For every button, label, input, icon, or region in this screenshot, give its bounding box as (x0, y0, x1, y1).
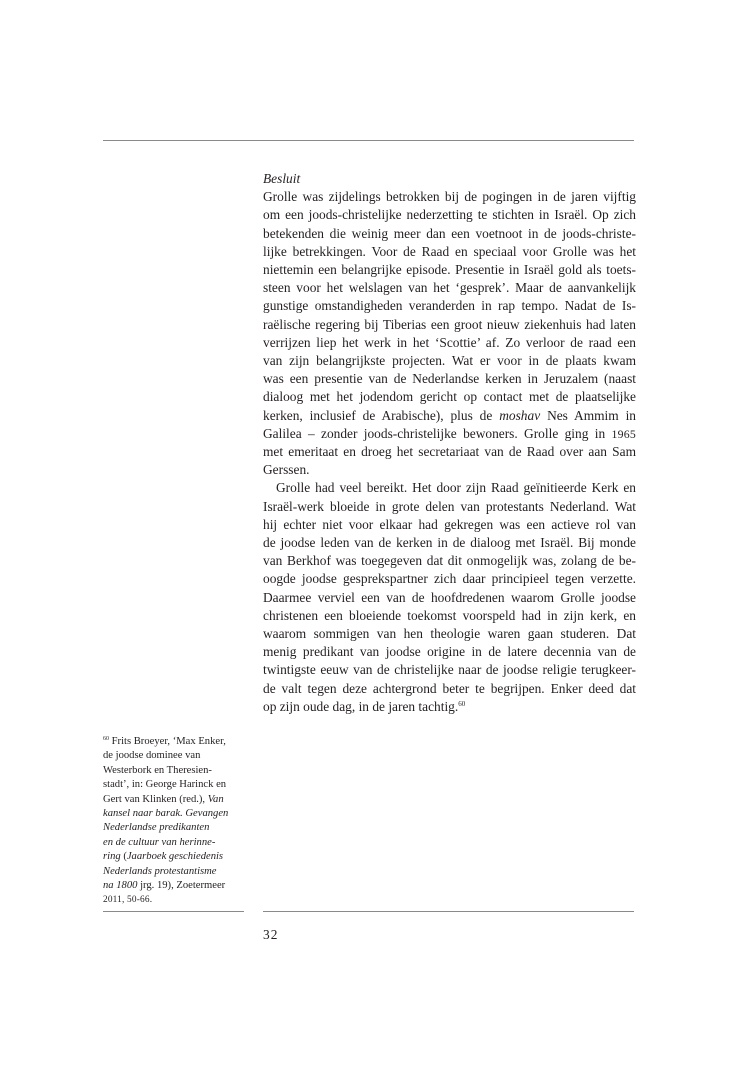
footnote-rule (103, 911, 244, 912)
text-line: niettemin een belangrijke episode. Presentie in Israël gold als toets- (263, 262, 636, 278)
text-line: waarom sommigen van hen theologie waren gaan studeren. Dat (263, 626, 636, 642)
top-rule (103, 140, 634, 141)
footnote-line (103, 735, 247, 749)
text-line: met emeritaat en droeg het secretariaat van de Raad over aan Sam (263, 444, 636, 460)
text-line: dialoog met het jodendom gericht op contact met de plaatselijke (263, 389, 636, 405)
text-line (263, 698, 636, 716)
text-line: de joodse leden van de kerken in de dialoog met Israël. Bij monde (263, 535, 636, 551)
text-segment: ( (123, 851, 127, 863)
text-line: van Berkhof was toegegeven dat dit onmogelijk was, zolang de be- (263, 553, 636, 569)
text-segment: Nes Ammim in (547, 407, 636, 423)
italic-title: ring (103, 851, 121, 863)
text-line: Grolle was zijdelings betrokken bij de pogingen in de jaren vijftig (263, 189, 636, 205)
footnote-line: Nederlands protestantisme (103, 865, 217, 877)
text-line: van zijn belangrijkste projecten. Wat er voor in de plaats kwam (263, 353, 636, 369)
year: 1965 (611, 426, 636, 441)
text-line: lijke betrekkingen. Voor de Raad en speciaal voor Grolle was het (263, 243, 636, 259)
footnote-line: kansel naar barak. Gevangen (103, 808, 229, 820)
section-heading: Besluit (263, 171, 301, 186)
text-line: twintigste eeuw van de christelijke naar de joodse religie terugkeer- (263, 662, 636, 678)
footnote-line (103, 850, 247, 864)
text-line: was een presentie van de Nederlandse kerken in Jeruzalem (naast (263, 371, 636, 387)
footnote-reference[interactable]: 60 (458, 699, 466, 708)
text-line: Gerssen. (263, 462, 310, 478)
text-line: christenen een bloeiende toekomst voorspeld had in zijn kerk, en (263, 607, 636, 623)
text-segment: jrg. 19), Zoetermeer (140, 880, 226, 892)
text-line: raëlische regering bij Tiberias een groot nieuw ziekenhuis had laten (263, 316, 636, 332)
footnote-line: Westerbork en Theresien- (103, 764, 212, 776)
text-line: hij echter niet voor elkaar had gekregen was een actieve rol van (263, 516, 636, 532)
text-segment: kerken, inclusief de Arabische), plus de (263, 407, 493, 423)
footnote-line: stadt’, in: George Harinck en (103, 779, 227, 791)
text-segment: Gert van Klinken (red.), (103, 793, 206, 805)
footnote-line: Nederlandse predikanten (103, 822, 210, 834)
footnote-line: 2011, 50-66. (103, 895, 153, 906)
text-line: steen voor het welslagen van het ‘gesprek’. Maar de aanvankelijk (263, 280, 636, 296)
italic-title: Van (207, 793, 224, 805)
text-line: Grolle had veel bereikt. Het door zijn Raad geïnitieerde Kerk en (276, 480, 636, 496)
text-line: Daarmee verviel een van de hoofdredenen waarom Grolle joodse (263, 589, 636, 605)
footnote-line: en de cultuur van herinne- (103, 836, 216, 848)
text-line: oogde joodse gesprekspartner zich daar principieel tegen verzette. (263, 571, 636, 587)
bottom-rule (263, 911, 634, 912)
text-line: gunstige omstandigheden veranderden in rap tempo. Nadat de Is- (263, 298, 636, 314)
footnote (103, 735, 247, 908)
text-line: verrijzen liep het werk in het ‘Scottie’ af. Zo verloor de raad een (263, 334, 636, 350)
text-line (263, 425, 636, 443)
text-line (263, 407, 636, 425)
italic-term: moshav (499, 407, 541, 423)
italic-title: Jaarboek geschiedenis (126, 851, 224, 863)
footnote-line (103, 793, 247, 807)
text-segment: op zijn oude dag, in de jaren tachtig. (263, 698, 459, 714)
text-segment: Galilea – zonder joods-christelijke bewoners. Grolle ging in (263, 425, 606, 441)
text-line: om een joods-christelijke nederzetting te stichten in Israël. Op zich (263, 207, 636, 223)
text-line: de valt tegen deze achtergrond beter te begrijpen. Enker deed dat (263, 680, 636, 696)
text-line: Israël-werk bloeide in grote delen van protestants Nederland. Wat (263, 498, 636, 514)
text-segment: Frits Broeyer, ‘Max Enker, (111, 736, 226, 747)
footnote-marker: 60 (103, 736, 109, 742)
footnote-line (103, 879, 247, 893)
footnote-line: de joodse dominee van (103, 750, 201, 762)
italic-title: na 1800 (103, 880, 138, 892)
text-line: betekenden die weinig meer dan een voetnoot in de joods-christe- (263, 225, 636, 241)
main-text-column (263, 170, 636, 716)
page-number: 32 (263, 927, 279, 942)
text-line: menig predikant van joodse origine in de latere decennia van de (263, 644, 636, 660)
